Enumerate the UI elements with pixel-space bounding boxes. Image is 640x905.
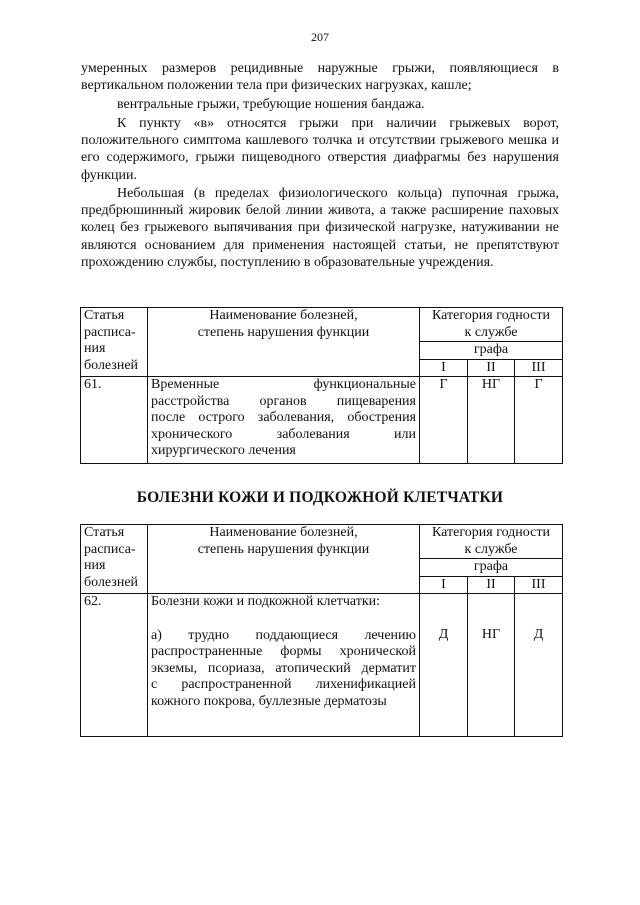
disease-table-62 [80, 524, 563, 737]
header-article-cell: Статья расписа- ния болезней [81, 525, 148, 594]
header-name-cell: Наименование болезней, степень нарушения функции [148, 308, 420, 377]
table-row [81, 594, 563, 737]
disease-name: Временные функциональные расстройства органов пищеварения после острого заболевания, обострения хронического заболевания или хирургического лечения [148, 377, 420, 464]
article-number: 62. [81, 594, 148, 737]
category-col-1: Г [420, 377, 468, 464]
paragraph-point-v: К пункту «в» относятся грыжи при наличии грыжевых ворот, положительного симптома кашлевого толчка и отсутствии грыжевого мешка и его содержимого, грыжи пищеводного отверстия диафрагмы без нарушения функции. [81, 116, 559, 183]
header-category-cell: Категория годности к службе [420, 308, 563, 342]
category-col-1: Д [420, 594, 468, 737]
header-col-1: I [420, 359, 468, 377]
section-heading: БОЛЕЗНИ КОЖИ И ПОДКОЖНОЙ КЛЕТЧАТКИ [136, 489, 504, 506]
disease-name: Болезни кожи и подкожной клетчатки: а) трудно поддающиеся лечению распространенные формы хронической экземы, псориаза, атопический дерматит с распространенной лихенификацией кожного покрова, буллезные дерматозы [148, 594, 420, 737]
header-graph-cell: графа [420, 559, 563, 577]
paragraph-hernia-sizes: умеренных размеров рецидивные наружные грыжи, появляющиеся в вертикальном положении тела при физических нагрузках, кашле; [81, 61, 559, 94]
header-name-cell: Наименование болезней, степень нарушения функции [148, 525, 420, 594]
header-col-2: II [468, 576, 515, 594]
table-row [81, 377, 563, 464]
disease-table-61 [80, 307, 563, 464]
paragraph-ventral-hernia: вентральные грыжи, требующие ношения бандажа. [117, 97, 425, 112]
header-graph-cell: графа [420, 342, 563, 360]
page-number: 207 [311, 30, 329, 44]
header-col-1: I [420, 576, 468, 594]
header-col-3: III [515, 359, 563, 377]
category-col-3: Г [515, 377, 563, 464]
article-number: 61. [81, 377, 148, 464]
category-col-2: НГ [468, 377, 515, 464]
category-col-2: НГ [468, 594, 515, 737]
paragraph-umbilical-hernia: Небольшая (в пределах физиологического кольца) пупочная грыжа, предбрюшинный жировик белой линии живота, а также расширение паховых колец без грыжевого выпячивания при физической нагрузке, натуживании не являются основанием для применения настоящей статьи, не препятствуют прохождению службы, поступлению в образовательные учреждения. [81, 186, 559, 270]
category-col-3: Д [515, 594, 563, 737]
header-col-2: II [468, 359, 515, 377]
header-article-cell: Статья расписа- ния болезней [81, 308, 148, 377]
header-col-3: III [515, 576, 563, 594]
header-category-cell: Категория годности к службе [420, 525, 563, 559]
